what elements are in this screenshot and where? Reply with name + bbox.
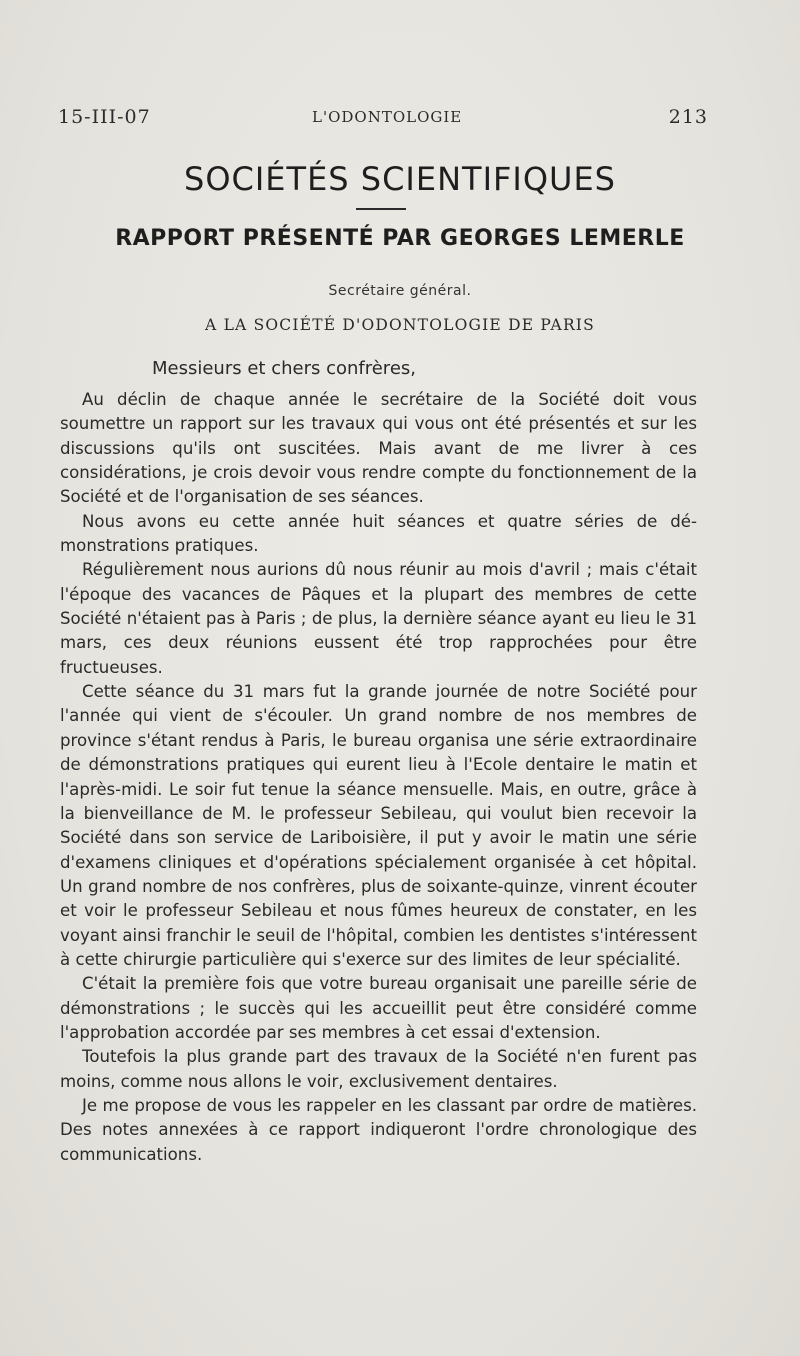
body-text: [60, 388, 697, 1167]
paragraph: Nous avons eu cette année huit séances et quatre séries de démonstrations pratiques.: [60, 511, 697, 556]
paragraph: Je me propose de vous les rappeler en les classant par ordre de matières. Des notes annexées à ce rapport indiqueront l'ordre chronologique des communications.: [60, 1095, 697, 1164]
paragraph: Régulièrement nous aurions dû nous réunir au mois d'avril ; mais c'était l'époque des vacances de Pâques et la plupart des membres de cette Société n'étaient pas à Paris ; de plus, la dernière séance ayant eu lieu le 31 mars, ces deux réunions eussent été trop rapprochées pour être fructueuses.: [60, 560, 697, 677]
report-title: RAPPORT PRÉSENTÉ PAR GEORGES LEMERLE: [115, 226, 685, 251]
paragraph: Au déclin de chaque année le secrétaire de la Société doit vous soumettre un rapport sur les travaux qui vous ont été présentés et sur les discussions qu'ils ont suscitées. Mais avant de me livrer à ces considérations, je crois devoir vous rendre compte du fonctionnement de la Société et de l'organisation de ses séances.: [60, 390, 697, 507]
salutation: Messieurs et chers confrères,: [152, 358, 416, 379]
paragraph: Toutefois la plus grande part des travaux de la Société n'en furent pas moins, comme nous allons le voir, exclusivement dentaires.: [60, 1047, 697, 1091]
addressee: A LA SOCIÉTÉ D'ODONTOLOGIE DE PARIS: [205, 316, 595, 334]
issue-date: 15-III-07: [58, 106, 151, 128]
running-head: [58, 106, 708, 130]
paragraph: Cette séance du 31 mars fut la grande journée de notre Société pour l'année qui vient de s'écouler. Un grand nombre de nos membres de province s'étant rendus à Paris, le bureau organisa une série extraordinaire de démonstrations pratiques qui eurent lieu à l'Ecole dentaire le matin et l'après-midi. Le soir fut tenue la séance mensuelle. Mais, en outre, grâce à la bienveillance de M. le professeur Sebileau, qui voulut bien recevoir la Société dans son service de Lariboisière, il put y avoir le matin une série d'examens cliniques et d'opérations spécialement organisée à cet hôpital. Un grand nombre de nos confrères, plus de soixante-quinze, vinrent écouter et voir le professeur Sebileau et nous fûmes heureux de constater, en les voyant ainsi franchir le seuil de l'hôpital, combien les dentistes s'intéressent à cette chirurgie particulière qui s'exerce sur des limites de leur spécialité.: [60, 682, 697, 969]
journal-title: L'ODONTOLOGIE: [312, 108, 463, 126]
paragraph: C'était la première fois que votre bureau organisait une pareille série de démonstrations ; le succès qui les accueillit peut être considéré comme l'approbation accordée par ses membres à cet essai d'extension.: [60, 974, 697, 1042]
section-title: SOCIÉTÉS SCIENTIFIQUES: [184, 160, 616, 198]
page-number: 213: [668, 106, 708, 128]
author-role: Secrétaire général.: [328, 283, 472, 299]
title-divider: [356, 208, 406, 210]
